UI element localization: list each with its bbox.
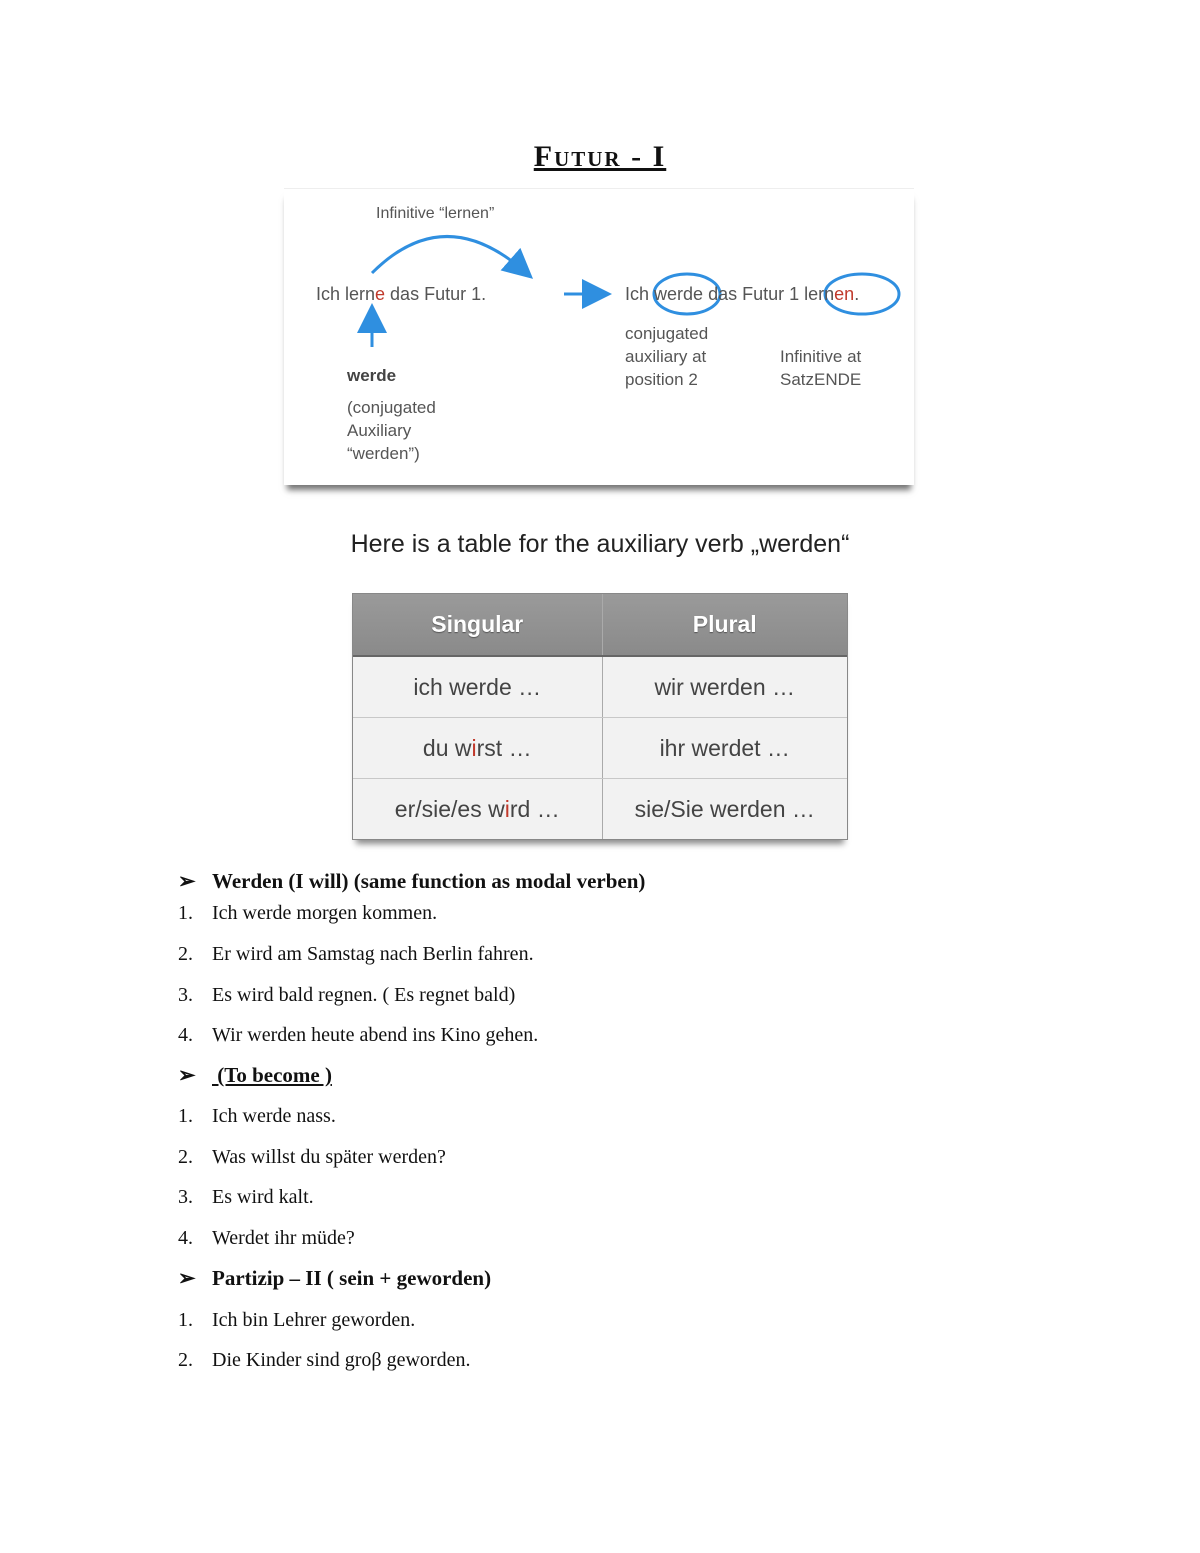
sentence-ending-red: e — [375, 284, 386, 304]
section-heading-werden — [178, 869, 645, 894]
list-item — [178, 1024, 538, 1047]
list-item — [178, 1349, 470, 1372]
cell-text-red: i — [471, 734, 477, 761]
sentence-part: Ich — [625, 284, 650, 304]
table-row — [353, 779, 847, 839]
left-sentence — [316, 284, 486, 305]
werde-label: werde — [347, 366, 397, 385]
arrow-bullet-icon: ➢ — [178, 1063, 196, 1087]
section-heading-to-become — [178, 1063, 332, 1088]
page-title: Futur - I — [533, 140, 667, 173]
item-number: 3. — [178, 984, 193, 1006]
plural-cell: wir werden … — [654, 673, 796, 700]
inf-note-1: Infinitive at — [780, 347, 862, 366]
arrow-bullet-icon: ➢ — [178, 869, 196, 893]
item-text: Wir werden heute abend ins Kino gehen. — [212, 1024, 539, 1046]
table-row — [353, 657, 847, 718]
sentence-lern: lern — [804, 284, 835, 304]
sentence-werde: werde — [654, 284, 704, 304]
item-number: 2. — [178, 1349, 193, 1371]
item-text: Die Kinder sind groβ geworden. — [212, 1349, 471, 1371]
item-text: Was willst du später werden? — [212, 1146, 446, 1168]
sentence-part: das Futur 1 — [708, 284, 800, 304]
item-text: Werdet ihr müde? — [212, 1227, 355, 1249]
item-number: 1. — [178, 1105, 193, 1127]
item-text: Ich bin Lehrer geworden. — [212, 1309, 416, 1331]
item-number: 4. — [178, 1227, 193, 1249]
item-text: Es wird bald regnen. ( Es regnet bald) — [212, 984, 516, 1006]
arrow-bullet-icon: ➢ — [178, 1266, 196, 1290]
item-number: 4. — [178, 1024, 193, 1046]
cell-text: ich werde … — [413, 673, 542, 700]
table-row — [353, 718, 847, 779]
curved-arrow — [372, 236, 524, 273]
section-heading-partizip — [178, 1266, 491, 1291]
list-item — [178, 984, 515, 1007]
item-number: 3. — [178, 1186, 193, 1208]
plural-cell: ihr werdet … — [659, 734, 790, 761]
section-heading-text: Partizip – II ( sein + geworden) — [212, 1266, 492, 1290]
list-item — [178, 943, 534, 966]
cell-text: du w — [422, 734, 472, 761]
cell-text: er/sie/es w — [394, 795, 505, 822]
werde-note-1: (conjugated — [347, 398, 436, 417]
cell-text: rst … — [476, 734, 532, 761]
item-number: 2. — [178, 1146, 193, 1168]
item-text: Ich werde nass. — [212, 1105, 336, 1127]
sentence-part: das Futur 1. — [385, 284, 487, 304]
table-intro: Here is a table for the auxiliary verb „werden“ — [350, 530, 850, 558]
sentence-part: Ich lern — [316, 284, 376, 304]
sentence-period: . — [854, 284, 860, 304]
list-item — [178, 1309, 415, 1332]
right-sentence — [625, 284, 859, 305]
section-heading-text: Werden (I will) (same function as modal verben) — [212, 869, 646, 893]
sentence-ending-red: en — [834, 284, 855, 304]
werden-conjugation-table — [352, 593, 848, 840]
singular-cell — [353, 779, 603, 839]
section-heading-text: (To become ) — [212, 1063, 332, 1087]
item-text: Er wird am Samstag nach Berlin fahren. — [212, 943, 534, 965]
item-number: 1. — [178, 1309, 193, 1331]
list-item — [178, 1105, 336, 1128]
singular-cell — [353, 657, 603, 717]
list-item — [178, 1186, 314, 1209]
item-number: 2. — [178, 943, 193, 965]
singular-cell — [353, 718, 603, 778]
header-singular: Singular — [353, 594, 603, 655]
infinitive-label: Infinitive “lernen” — [376, 205, 495, 222]
list-item — [178, 1146, 446, 1169]
list-item — [178, 902, 437, 925]
table-body — [353, 655, 847, 839]
futur-diagram — [284, 188, 914, 485]
conj-note-2: auxiliary at — [625, 347, 707, 366]
plural-cell: sie/Sie werden … — [634, 795, 815, 822]
header-plural: Plural — [603, 594, 848, 655]
inf-note-2: SatzENDE — [780, 370, 862, 389]
conj-note-1: conjugated — [625, 324, 709, 343]
item-text: Es wird kalt. — [212, 1186, 314, 1208]
conj-note-3: position 2 — [625, 370, 698, 389]
item-number: 1. — [178, 902, 193, 924]
list-item — [178, 1227, 355, 1250]
cell-text: rd … — [509, 795, 560, 822]
table-header-row — [353, 594, 847, 655]
item-text: Ich werde morgen kommen. — [212, 902, 438, 924]
cell-text-red: i — [504, 795, 510, 822]
werde-note-3: “werden”) — [347, 444, 420, 463]
werde-note-2: Auxiliary — [347, 421, 412, 440]
